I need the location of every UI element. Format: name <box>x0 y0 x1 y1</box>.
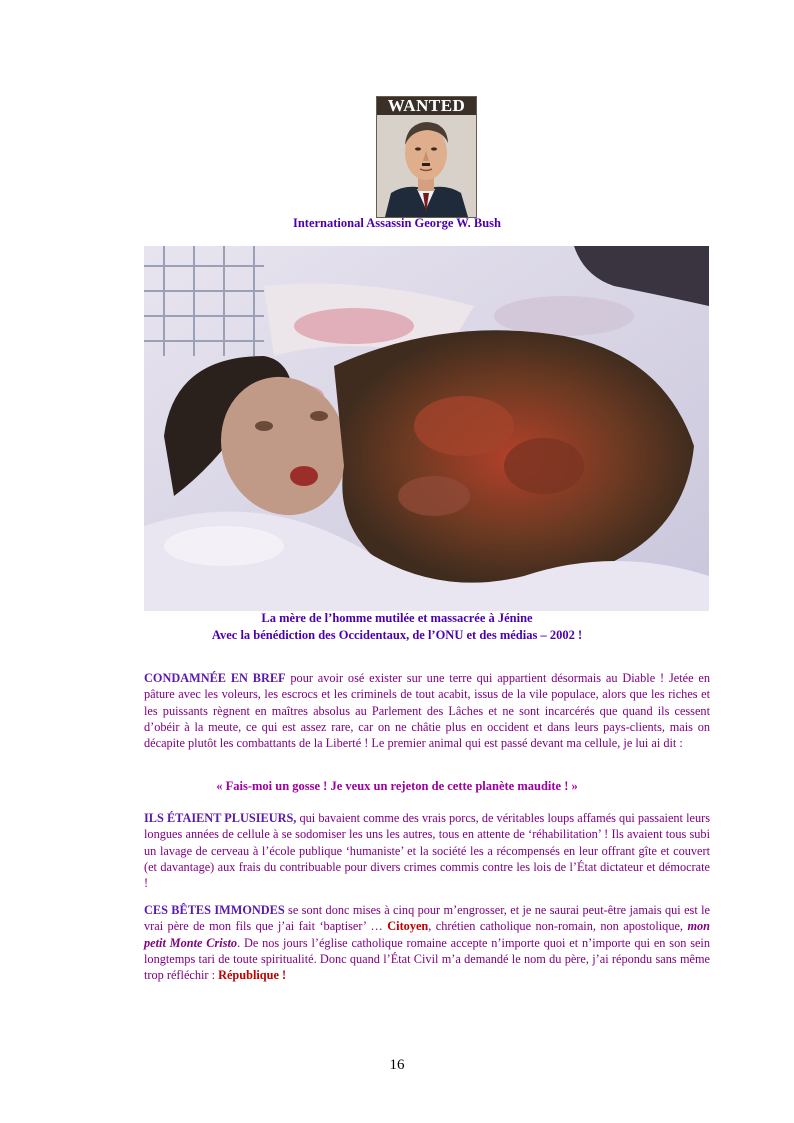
paragraph-lead: CES BÊTES IMMONDES <box>144 903 285 917</box>
wanted-heading: WANTED <box>387 96 466 115</box>
photo-caption-line2: Avec la bénédiction des Occidentaux, de l’ONU et des médias – 2002 ! <box>211 628 583 642</box>
paragraph-condamnee <box>144 670 710 751</box>
portrait-illustration <box>377 97 476 217</box>
paragraph-text: qui bavaient comme des vrais porcs, de véritables loups affamés qui passaient leurs longues années de cellule à se sodomiser les uns les autres, tous en attente de ‘réhabilitation’ ! Ils avaient tous subi un lavage de cerveau à l’école publique ‘humaniste’ et la société les a récompensés en leur offrant gîte et couvert (et davantage) aux frais du contribuable pour divers crimes commis contre les lois de l’État dictateur et démocrate ! <box>144 811 710 891</box>
republique-highlight: République ! <box>218 968 287 983</box>
photo-caption-line1: La mère de l’homme mutilée et massacrée à Jénine <box>261 611 533 625</box>
paragraph-text: se sont donc mises à cinq pour m’engrosser, et je ne saurai peut-être jamais qui est le vrai père de mon fils que j’ai fait ‘baptiser’ … <box>144 903 710 934</box>
monte-cristo-emphasis: mon petit Monte Cristo <box>144 919 710 950</box>
page-number: 16 <box>389 1057 405 1073</box>
paragraph-lead: ILS ÉTAIENT PLUSIEURS, <box>144 811 297 825</box>
paragraph-ils-etaient <box>144 810 710 891</box>
quote-line: « Fais-moi un gosse ! Je veux un rejeton de cette planète maudite ! » <box>216 779 578 793</box>
wanted-poster-image <box>376 96 477 218</box>
photo-caption <box>0 610 794 644</box>
news-photograph <box>144 246 709 611</box>
citoyen-highlight: Citoyen <box>387 919 429 934</box>
photograph-illustration <box>144 246 709 611</box>
paragraph-text: . De nos jours l’église catholique romaine accepte n’importe quoi et n’importe qui en son sein longtemps tari de toute spiritualité. Donc quand l’État Civil m’a demandé le nom du père, j’ai répondu sans même trop réfléchir : <box>144 935 710 983</box>
paragraph-text: , chrétien catholique non-romain, non apostolique, <box>428 919 688 934</box>
paragraph-text: pour avoir osé exister sur une terre qui appartient désormais au Diable ! Jetée en pâture avec les voleurs, les escrocs et les criminels de tout acabit, issus de la vile populace, alors que les riches et les puissants règnent en maîtres absolus au Parlement des Lâches et ne sont incarcérés que quand ils cessent d’obéir à la meute, ce qui est assez rare, car on ne châtie plus en occident et dans leurs pays-clients, mais on décapite plutôt les combattants de la Liberté ! Le premier animal qui est passé devant ma cellule, je lui ai dit : <box>144 671 710 751</box>
paragraph-ces-betes <box>144 902 710 983</box>
poster-caption: International Assassin George W. Bush <box>292 216 502 230</box>
paragraph-lead: CONDAMNÉE EN BREF <box>144 671 286 685</box>
